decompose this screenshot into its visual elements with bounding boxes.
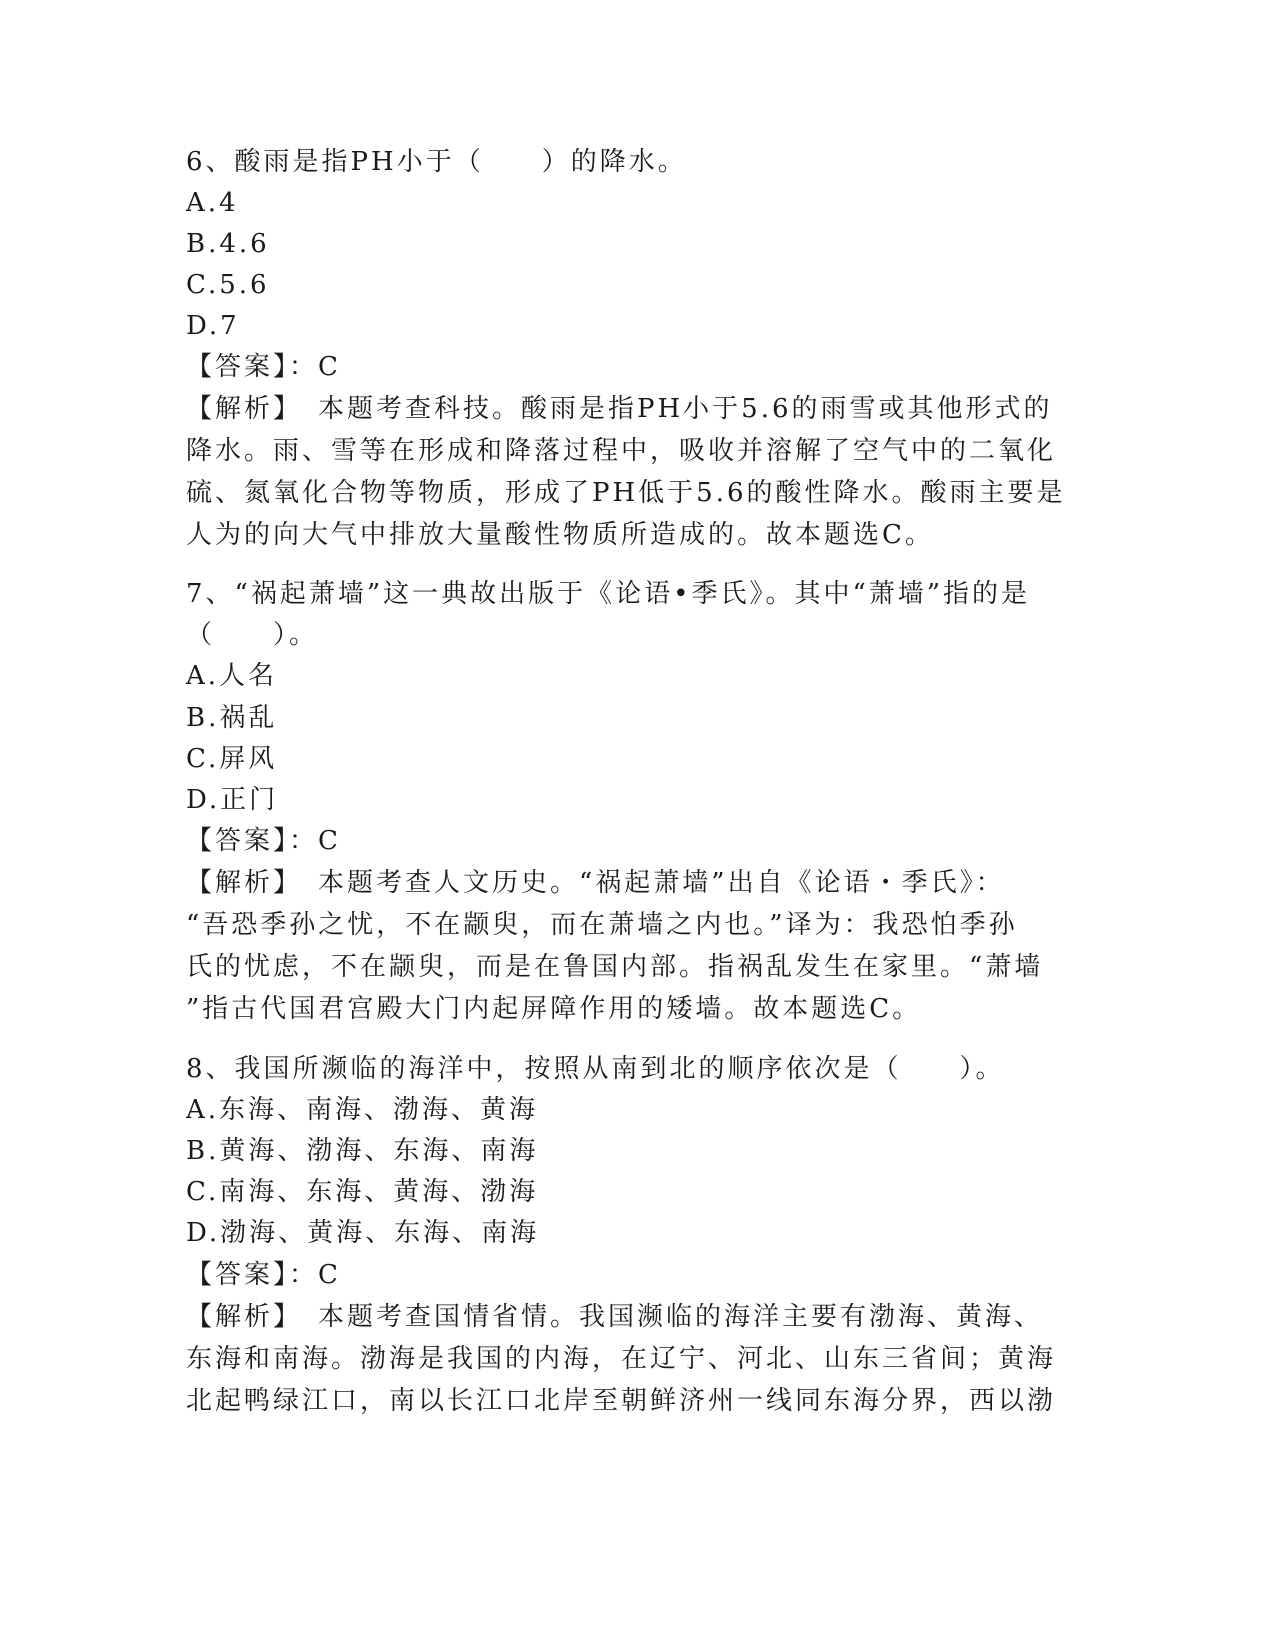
option-a: A.人名 [186, 661, 278, 691]
question-stem: （ ）。 [186, 620, 319, 650]
answer-line: 【答案】：C [186, 352, 341, 382]
analysis-line: 降水。雨、雪等在形成和降落过程中，吸收并溶解了空气中的二氧化 [186, 436, 1057, 466]
question-stem: 6、酸雨是指PH小于（ ）的降水。 [186, 147, 687, 177]
option-d: D.正门 [186, 785, 279, 815]
analysis-line: 【解析】 本题考查人文历史。“祸起萧墙”出自《论语・季氏》： [186, 868, 1005, 898]
option-c: C.屏风 [186, 744, 278, 774]
option-c: C.5.6 [186, 270, 270, 300]
analysis-line: ”指古代国君宫殿大门内起屏障作用的矮墙。故本题选C。 [186, 994, 922, 1024]
answer-line: 【答案】：C [186, 826, 341, 856]
analysis-line: 硫、氮氧化合物等物质，形成了PH低于5.6的酸性降水。酸雨主要是 [186, 478, 1066, 508]
option-d: D.7 [186, 311, 240, 341]
analysis-line: 北起鸭绿江口，南以长江口北岸至朝鲜济州一线同东海分界，西以渤 [186, 1386, 1057, 1416]
question-stem: 8、我国所濒临的海洋中，按照从南到北的顺序依次是（ ）。 [186, 1054, 1005, 1084]
option-b: B.4.6 [186, 229, 270, 259]
option-b: B.祸乱 [186, 703, 278, 733]
option-b: B.黄海、渤海、东海、南海 [186, 1136, 539, 1166]
option-d: D.渤海、黄海、东海、南海 [186, 1218, 540, 1248]
analysis-line: 人为的向大气中排放大量酸性物质所造成的。故本题选C。 [186, 520, 934, 550]
answer-line: 【答案】：C [186, 1260, 341, 1290]
option-a: A.东海、南海、渤海、黄海 [186, 1095, 539, 1125]
option-a: A.4 [186, 188, 239, 218]
analysis-line: “吾恐季孙之忧，不在颛臾，而在萧墙之内也。”译为：我恐怕季孙 [186, 910, 1018, 940]
option-c: C.南海、东海、黄海、渤海 [186, 1177, 539, 1207]
question-stem: 7、“祸起萧墙”这一典故出版于《论语•季氏》。其中“萧墙”指的是 [186, 579, 1031, 609]
analysis-line: 氏的忧虑，不在颛臾，而是在鲁国内部。指祸乱发生在家里。“萧墙 [186, 952, 1044, 982]
analysis-line: 东海和南海。渤海是我国的内海，在辽宁、河北、山东三省间；黄海 [186, 1344, 1057, 1374]
analysis-line: 【解析】 本题考查国情省情。我国濒临的海洋主要有渤海、黄海、 [186, 1302, 1044, 1332]
analysis-line: 【解析】 本题考查科技。酸雨是指PH小于5.6的雨雪或其他形式的 [186, 394, 1053, 424]
